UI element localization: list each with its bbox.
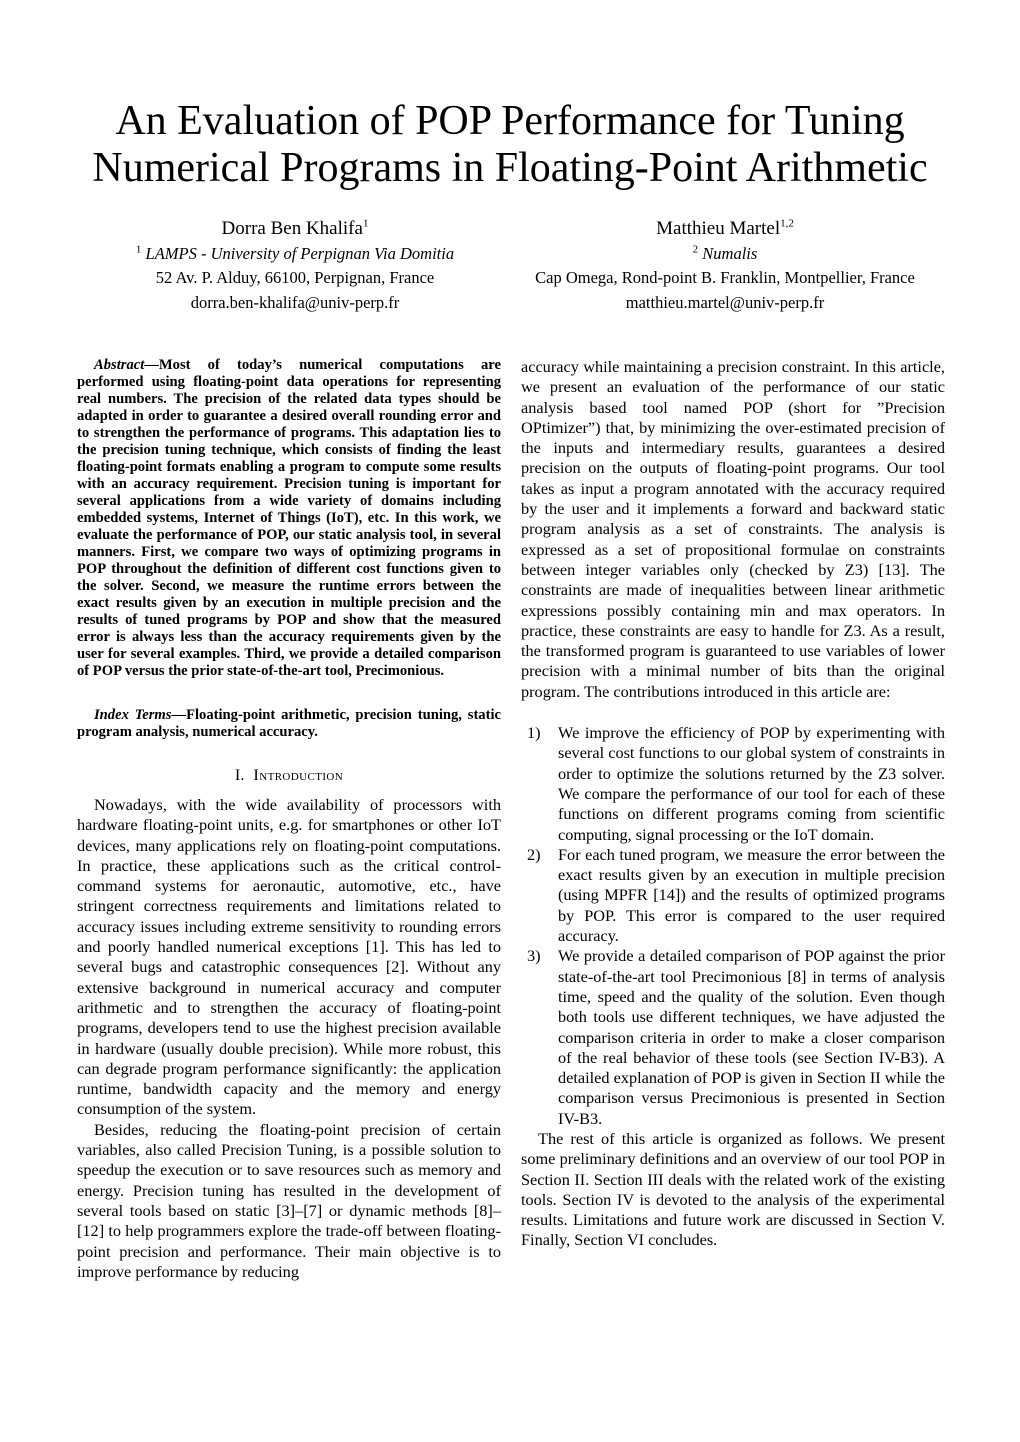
author-1-email: dorra.ben-khalifa@univ-perp.fr <box>190 292 400 312</box>
affiliation-1-marker: 1 <box>135 243 142 255</box>
outline-paragraph: The rest of this article is organized as follows. We present some preliminary definitions and an overview of our tool POP in Section II. Section III deals with the related work of the existing tools. Section IV is devoted to the analysis of the experimental results. Limitations and future work are discussed in Section V. Finally, Section VI concludes. <box>521 1128 945 1250</box>
index-terms-section <box>77 707 501 741</box>
author-2-name: Matthieu Martel$^{1,2}$ <box>656 217 794 239</box>
right-column <box>521 357 945 1251</box>
author-2-affiliation: $^2$ Numalis <box>692 243 758 263</box>
list-item <box>521 723 945 845</box>
section-number: I. <box>234 765 245 784</box>
paper-title-line-1: An Evaluation of POP Performance for Tuning <box>115 98 905 144</box>
author-2-affiliation-marker: 1,2 <box>780 217 794 230</box>
abstract-label: Abstract <box>94 357 145 373</box>
list-item <box>521 845 945 946</box>
list-item-text: We provide a detailed comparison of POP against the prior state-of-the-art tool Precimonious [8] in terms of analysis time, speed and the quality of the solution. Even though both tools use different techniques, we have adjusted the comparison criteria in order to make a closer comparison of the real behavior of these tools (see Section IV-B3). A detailed explanation of POP is given in Section II while the comparison versus Precimonious is presented in Section IV-B3. <box>558 946 945 1128</box>
abstract-section <box>77 357 501 680</box>
author-1-name: Dorra Ben Khalifa$^1$ <box>221 217 369 239</box>
list-item-number: 3) <box>527 946 541 966</box>
abstract-paragraph <box>77 357 501 680</box>
paper-title-line-2: Numerical Programs in Floating-Point Arithmetic <box>92 145 928 191</box>
list-item-text: We improve the efficiency of POP by experimenting with several cost functions to our global system of constraints in order to optimize the solutions returned by the Z3 solver. We compare the performance of our tool for each of these functions on different programs coming from scientific computing, signal processing or the IoT domain. <box>558 723 945 844</box>
section-heading-introduction <box>77 765 501 785</box>
intro-paragraph-continuation: accuracy while maintaining a precision constraint. In this article, we present an evaluation of the performance of our static analysis based tool named POP (short for ”Precision OPtimizer”) that, by minimizing the over-estimated precision of the inputs and intermediary results, guarantees a desired precision on the outputs of floating-point programs. Our tool takes as input a program annotated with the accuracy required by the user and it implements a forward and backward static program analysis as a set of constraints. The analysis is expressed as a set of propositional formulae on constraints between integer variables only (checked by Z3) [13]. The constraints are made of inequalities between linear arithmetic expressions possibly containing min and max operators. In practice, these constraints are easy to handle for Z3. As a result, the transformed program is guaranteed to use variables of lower precision with a minimal number of bits than the original program. The contributions introduced in this article are: <box>521 357 945 701</box>
list-item <box>521 946 945 1129</box>
author-block <box>80 217 940 315</box>
section-title: Introduction <box>253 765 344 784</box>
author-2-email: matthieu.martel@univ-perp.fr <box>625 292 825 312</box>
author-1-affiliation: $^1$ LAMPS - University of Perpignan Via Domitia <box>135 243 455 263</box>
paper-title <box>0 98 1020 192</box>
abstract-text: —Most of today’s numerical computations are performed using floating-point data operations for representing real numbers. The precision of the related data types should be adapted in order to guarantee a desired overall rounding error and to strengthen the performance of programs. This adaptation lies to the precision tuning technique, which consists of finding the least floating-point formats enabling a program to compute some results with an accuracy requirement. Precision tuning is important for several applications from a wide variety of domains including embedded systems, Internet of Things (IoT), etc. In this work, we evaluate the performance of POP, our static analysis tool, in several manners. First, we compare two ways of optimizing programs in POP throughout the definition of different cost functions given to the solver. Second, we measure the runtime errors between the exact results given by an execution in multiple precision and the results of tuned programs by POP and show that the measured error is always less than the accuracy requirements given by the user for several examples. Third, we provide a detailed comparison of POP versus the prior state-of-the-art tool, Precimonious. <box>77 357 501 679</box>
author-2 <box>510 217 940 315</box>
author-1 <box>80 217 510 315</box>
author-2-address: Cap Omega, Rond-point B. Franklin, Montpellier, France <box>535 268 915 287</box>
intro-paragraph-2: Besides, reducing the floating-point precision of certain variables, also called Precision Tuning, is a possible solution to speedup the execution or to save resources such as memory and energy. Precision tuning has resulted in the development of several tools based on static [3]–[7] or dynamic methods [8]–[12] to help programmers explore the trade-off between floating-point precision and performance. Their main objective is to improve performance by reducing <box>77 1119 501 1281</box>
list-item-number: 1) <box>527 723 541 743</box>
left-column <box>77 357 501 1282</box>
index-terms-text: —Floating-point arithmetic, precision tuning, static program analysis, numerical accuracy. <box>77 707 501 740</box>
author-1-affiliation-marker: 1 <box>362 217 369 230</box>
index-terms-label: Index Terms <box>94 707 172 723</box>
contributions-list <box>521 723 945 1129</box>
intro-paragraph-1: Nowadays, with the wide availability of processors with hardware floating-point units, e.g. for smartphones or other IoT devices, many applications rely on floating-point computations. In practice, these applications such as the critical control-command systems for aeronautic, automotive, etc., have stringent correctness requirements and limitations related to accuracy issues including extreme sensitivity to rounding errors and poorly handled numerical exceptions [1]. This has led to several bugs and catastrophic consequences [2]. Without any extensive background in numerical accuracy and computer arithmetic and to strengthen the accuracy of floating-point programs, developers tend to use the highest precision available in hardware (usually double precision). While more robust, this can degrade program performance significantly: the application runtime, bandwidth capacity and the memory and energy consumption of the system. <box>77 795 501 1119</box>
list-item-text: For each tuned program, we measure the error between the exact results given by an execution in multiple precision (using MPFR [14]) and the results of optimized programs by POP. This error is compared to the user required accuracy. <box>558 844 945 946</box>
affiliation-2-marker: 2 <box>692 243 699 255</box>
list-item-number: 2) <box>527 844 541 864</box>
author-1-address: 52 Av. P. Alduy, 66100, Perpignan, France <box>155 268 435 287</box>
index-terms-paragraph <box>77 707 501 741</box>
